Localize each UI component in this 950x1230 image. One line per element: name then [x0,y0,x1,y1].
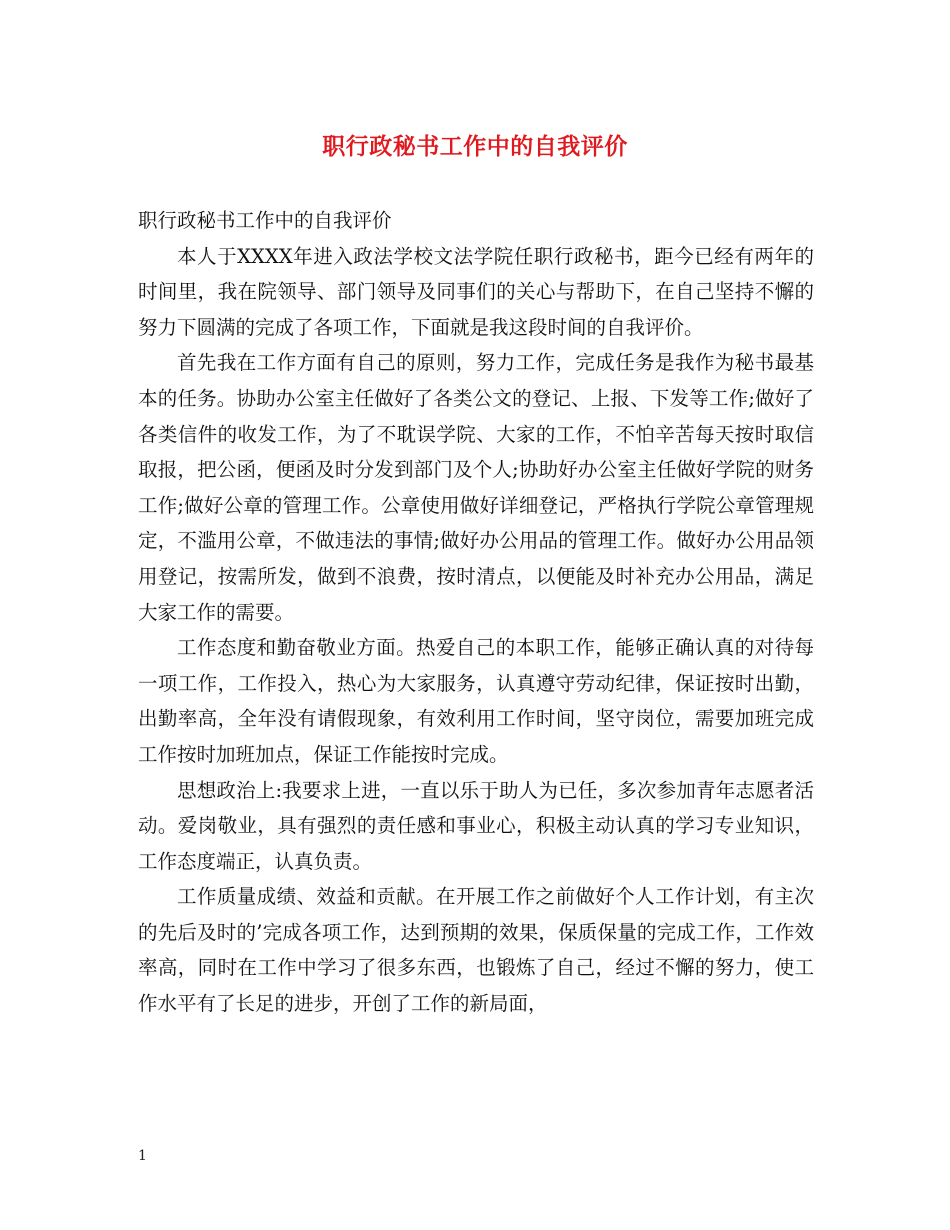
document-title: 职行政秘书工作中的自我评价 [322,133,628,160]
paragraph-work-principles: 首先我在工作方面有自己的原则，努力工作，完成任务是我作为秘书最基本的任务。协助办公室主任做好了各类公文的登记、上报、下发等工作;做好了各类信件的收发工作，为了不耽误学院、大家的工作，不怕辛苦每天按时取信取报，把公函，便函及时分发到部门及个人;协助好办公室主任做好学院的财务工作;做好公章的管理工作。公章使用做好详细登记，严格执行学院公章管理规定，不滥用公章，不做违法的事情;做好办公用品的管理工作。做好办公用品领用登记，按需所发，做到不浪费，按时清点，以便能及时补充办公用品，满足大家工作的需要。 [138,351,814,624]
paragraph-political-thought: 思想政治上:我要求上进，一直以乐于助人为已任，多次参加青年志愿者活动。爱岗敬业，具有强烈的责任感和事业心，积极主动认真的学习专业知识，工作态度端正，认真负责。 [138,778,814,873]
paragraph-intro: 本人于XXXX年进入政法学校文法学院任职行政秘书，距今已经有两年的时间里，我在院领导、部门领导及同事们的关心与帮助下，在自己坚持不懈的努力下圆满的完成了各项工作，下面就是我这段时间的自我评价。 [138,244,814,339]
subtitle-line: 职行政秘书工作中的自我评价 [138,209,392,232]
paragraph-work-attitude: 工作态度和勤奋敬业方面。热爱自己的本职工作，能够正确认真的对待每一项工作，工作投入，热心为大家服务，认真遵守劳动纪律，保证按时出勤，出勤率高，全年没有请假现象，有效利用工作时间，坚守岗位，需要加班完成工作按时加班加点，保证工作能按时完成。 [138,636,814,766]
document-body [138,203,814,1022]
page-number: 1 [138,1148,147,1164]
paragraph-work-quality: 工作质量成绩、效益和贡献。在开展工作之前做好个人工作计划，有主次的先后及时的’完成各项工作，达到预期的效果，保质保量的完成工作，工作效率高，同时在工作中学习了很多东西，也锻炼了自己，经过不懈的努力，使工作水平有了长足的进步，开创了工作的新局面， [138,885,814,1016]
